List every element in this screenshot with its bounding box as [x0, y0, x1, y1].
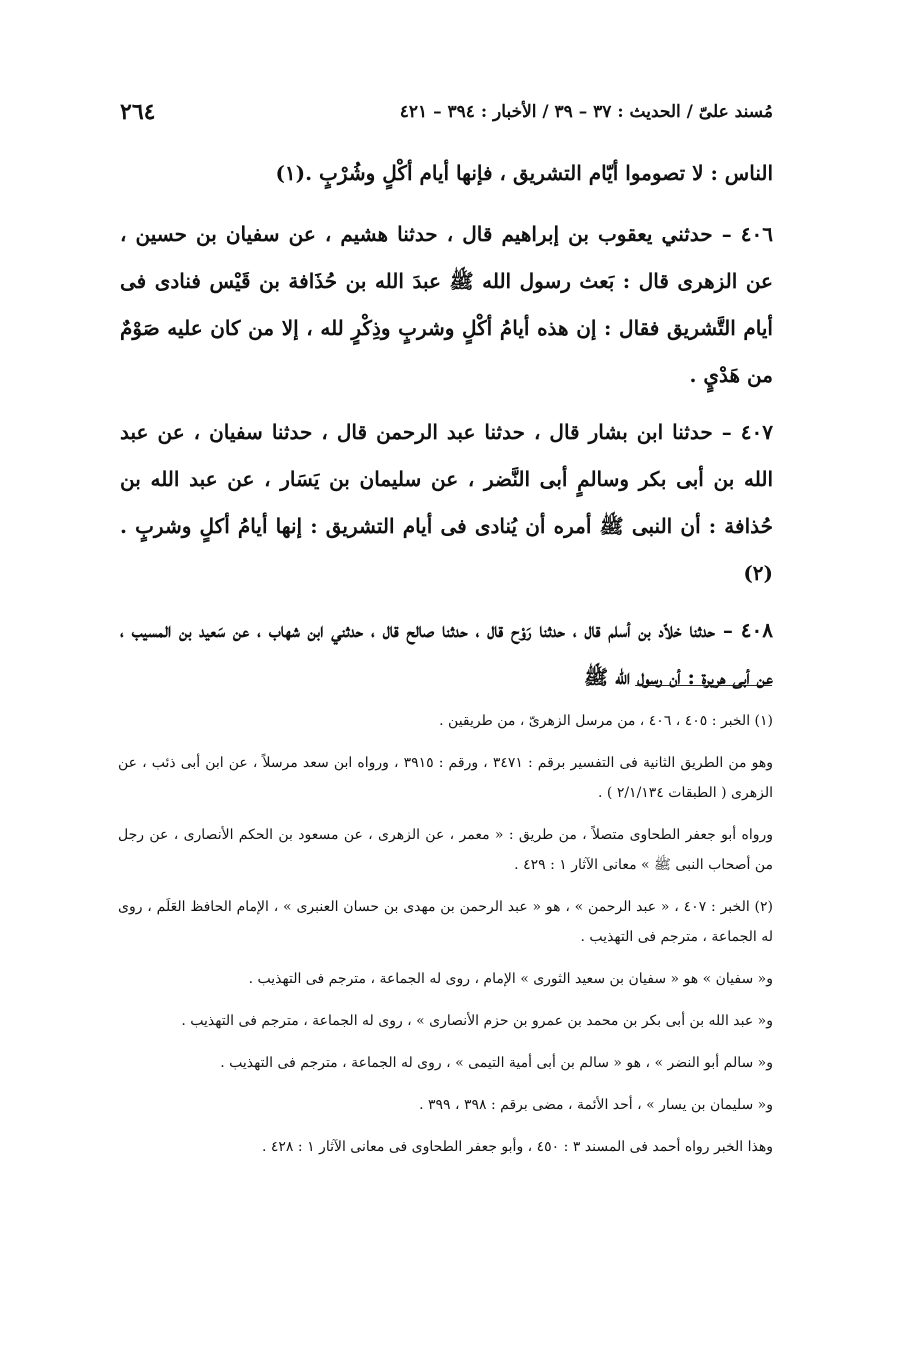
hadith-407: ٤٠٧ – حدثنا ابن بشار قال ، حدثنا عبد الرحمن قال ، حدثنا سفيان ، عن عبد الله بن أبى بكر وسالمٍ أبى النَّضر ، عن سليمان بن يَسَار ، عن عبد الله بن حُذافة : أن النبى ﷺ أمره أن يُنادى فى أيام التشريق : إنها أيامُ أكلٍ وشربٍ .(٢) [120, 420, 773, 585]
main-text [120, 150, 773, 711]
footnote-separator [635, 685, 772, 686]
footnote-2-cont-b: و« عبد الله بن أبى بكر بن محمد بن عمرو بن حزم الأنصارى » ، روى له الجماعة ، مترجم فى التهذيب . [181, 1013, 773, 1029]
footnote-2-cont-d: و« سليمان بن يسار » ، أحد الأئمة ، مضى برقم : ٣٩٨ ، ٣٩٩ . [419, 1097, 773, 1113]
footnote-1-cont-a: وهو من الطريق الثانية فى التفسير برقم : ٣٤٧١ ، ورقم : ٣٩١٥ ، ورواه ابن سعد مرسلاً ، عن ابن أبى ذئب ، عن الزهرى ( الطبقات ٢/١/١٣٤ ) . [118, 755, 773, 801]
page-header [120, 94, 773, 130]
footnote-2-cont-a: و« سفيان » هو « سفيان بن سعيد الثورى » الإمام ، روى له الجماعة ، مترجم فى التهذيب . [248, 971, 773, 987]
running-head: مُسند علىّ / الحديث : ٣٧ – ٣٩ / الأخبار : ٣٩٤ – ٤٢١ [399, 102, 773, 122]
continuation-paragraph: الناس : لا تصوموا أيّام التشريق ، فإنها أيام أكْلٍ وشُرْبٍ .(١) [275, 161, 773, 185]
hadith-408: ٤٠٨ – حدثنا خلاّد بن أسلم قال ، حدثنا رَوْح قال ، حدثنا صالح قال ، حدثني ابن شهاب ، عن سَعيد بن المسيب ، عن أبى هريرة : أن رسول الله ﷺ [120, 618, 773, 689]
footnote-2-cont-e: وهذا الخبر رواه أحمد فى المسند ٣ : ٤٥٠ ، وأبو جعفر الطحاوى فى معانى الآثار ١ : ٤٢٨ . [261, 1139, 773, 1155]
page-number: ٢٦٤ [120, 99, 156, 125]
footnote-1-cont-b: ورواه أبو جعفر الطحاوى متصلاً ، من طريق : « معمر ، عن الزهرى ، عن مسعود بن الحكم الأنصارى ، عن رجل من أصحاب النبى ﷺ » معانى الآثار ١ : ٤٢٩ . [118, 827, 773, 873]
footnote-1: (١) الخبر : ٤٠٥ ، ٤٠٦ ، من مرسل الزهرىّ ، من طريقين . [439, 713, 773, 729]
hadith-406: ٤٠٦ – حدثني يعقوب بن إبراهيم قال ، حدثنا هشيم ، عن سفيان بن حسين ، عن الزهرى قال : بَعث رسول الله ﷺ عبدَ الله بن حُذَافة بن قَيْس فنادى فى أيام التَّشريق فقال : إن هذه أيامُ أكْلٍ وشربٍ وذِكْرٍ لله ، إلا من كان عليه صَوْمٌ من هَدْيٍ . [120, 222, 773, 387]
footnote-2-cont-c: و« سالم أبو النضر » ، هو « سالم بن أبى أمية التيمى » ، روى له الجماعة ، مترجم فى التهذيب . [220, 1055, 773, 1071]
footnotes [118, 706, 773, 1174]
footnote-2: (٢) الخبر : ٤٠٧ ، « عبد الرحمن » ، هو « عبد الرحمن بن مهدى بن حسان العنبرى » ، الإمام الحافظ العَلَم ، روى له الجماعة ، مترجم فى التهذيب . [118, 899, 774, 945]
